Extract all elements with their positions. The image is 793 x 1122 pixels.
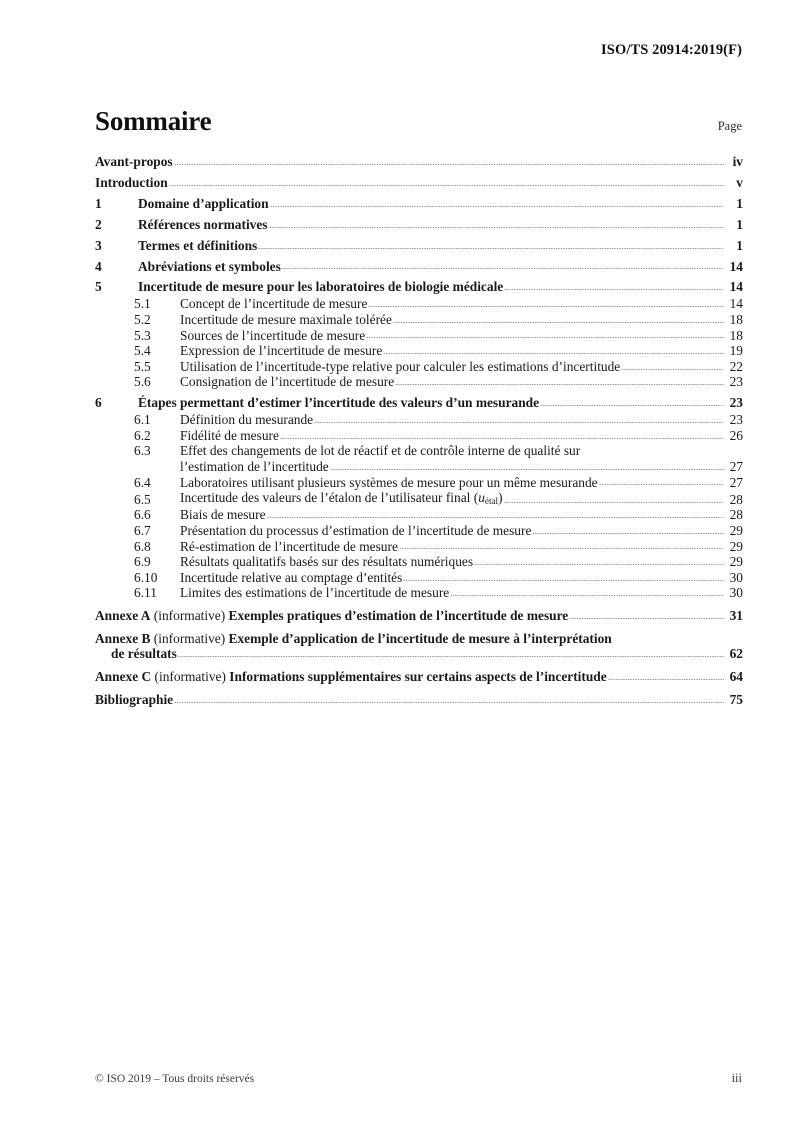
toc-number: 1 [95, 195, 102, 211]
toc-entry-clause-4[interactable] [95, 260, 743, 273]
annexe-label: Annexe B [95, 630, 151, 646]
dot-leader [540, 396, 724, 409]
toc-page: 62 [729, 646, 743, 662]
toc-entry-clause-6[interactable] [95, 396, 743, 409]
toc-label: Laboratoires utilisant plusieurs systèmes de mesure pour un même mesurande [180, 474, 598, 490]
dot-leader [504, 493, 724, 506]
toc-page: v [736, 174, 743, 190]
dot-leader [395, 375, 724, 388]
toc-entry-clause-6-10[interactable] [95, 571, 743, 584]
toc-entry-clause-6-9[interactable] [95, 555, 743, 568]
toc-entry-clause-6-2[interactable] [95, 429, 743, 442]
toc-label: Sources de l’incertitude de mesure [180, 327, 366, 343]
toc-entry-clause-5-1[interactable] [95, 297, 743, 310]
dot-leader [174, 155, 724, 168]
annexe-status: (informative) [153, 630, 226, 646]
toc-page: 18 [729, 327, 743, 343]
toc-number: 6.4 [134, 474, 151, 490]
document-reference-header: ISO/TS 20914:2019(F) [601, 42, 742, 58]
dot-leader [474, 555, 724, 568]
annexe-label: Annexe C [95, 669, 152, 685]
dot-leader [267, 508, 724, 521]
toc-label-text: Incertitude des valeurs de l’étalon de l’utilisateur final ( [180, 490, 479, 506]
table-of-contents [95, 155, 743, 716]
toc-number: 6.1 [134, 412, 151, 428]
toc-page: 28 [729, 507, 743, 523]
toc-number: 6.10 [134, 569, 158, 585]
toc-label: Utilisation de l’incertitude-type relative pour calculer les estimations d’incertitude [180, 358, 621, 374]
toc-label: Étapes permettant d’estimer l’incertitude des valeurs d’un mesurande [138, 395, 540, 411]
annexe-status: (informative) [154, 669, 226, 685]
toc-entry-clause-3[interactable] [95, 239, 743, 252]
dot-leader [174, 693, 724, 706]
toc-page: 14 [729, 279, 743, 295]
toc-page: 23 [729, 412, 743, 428]
toc-page: 23 [729, 395, 743, 411]
dot-leader [269, 218, 724, 231]
toc-entry-clause-6-6[interactable] [95, 508, 743, 521]
toc-label: Incertitude relative au comptage d’entités [180, 569, 403, 585]
toc-page: 1 [736, 216, 743, 232]
toc-entry-clause-6-5[interactable] [95, 491, 743, 506]
annexe-title-line-2: de résultats [111, 646, 177, 662]
toc-number: 5 [95, 279, 102, 295]
dot-leader [368, 297, 724, 310]
dot-leader [314, 413, 724, 426]
toc-entry-clause-6-1[interactable] [95, 413, 743, 426]
toc-number: 4 [95, 258, 102, 274]
toc-entry-clause-2[interactable] [95, 218, 743, 231]
dot-leader [599, 476, 724, 489]
dot-leader [383, 344, 724, 357]
toc-label: Avant-propos [95, 154, 173, 169]
toc-entry-introduction[interactable] [95, 176, 743, 189]
toc-entry-annexe-c[interactable] [95, 670, 743, 683]
toc-page: 14 [729, 258, 743, 274]
toc-label-close-paren: ) [498, 490, 503, 506]
toc-number: 6.8 [134, 538, 151, 554]
toc-number: 2 [95, 216, 102, 232]
dot-leader [450, 586, 724, 599]
toc-number: 3 [95, 237, 102, 253]
toc-entry-clause-5-5[interactable] [95, 360, 743, 373]
toc-number: 6.2 [134, 427, 151, 443]
toc-label: Biais de mesure [180, 507, 266, 523]
toc-page: iv [732, 154, 743, 169]
toc-page: 29 [729, 522, 743, 538]
toc-page: 14 [729, 296, 743, 312]
toc-label: Consignation de l’incertitude de mesure [180, 374, 395, 390]
toc-page: 29 [729, 538, 743, 554]
toc-page: 30 [729, 569, 743, 585]
toc-label: Fidélité de mesure [180, 427, 279, 443]
toc-number: 5.3 [134, 327, 151, 343]
toc-page: 30 [729, 585, 743, 601]
page-column-header: Page [717, 119, 742, 133]
toc-number: 5.4 [134, 343, 151, 359]
symbol-subscript: étal [484, 496, 499, 507]
toc-label: Incertitude de mesure pour les laboratoires de biologie médicale [138, 279, 504, 295]
dot-leader [532, 524, 724, 537]
dot-leader [504, 280, 724, 293]
toc-label [180, 491, 503, 506]
dot-leader [399, 540, 724, 553]
dot-leader [270, 197, 724, 210]
toc-label: Références normatives [138, 216, 268, 232]
toc-label: Expression de l’incertitude de mesure [180, 343, 383, 359]
toc-entry-clause-6-11[interactable] [95, 586, 743, 599]
toc-label: Domaine d’application [138, 195, 269, 211]
toc-entry-bibliographie[interactable] [95, 693, 743, 706]
dot-leader [280, 429, 724, 442]
dot-leader [366, 329, 724, 342]
dot-leader [258, 239, 724, 252]
page-title: Sommaire [95, 106, 212, 136]
toc-number: 5.1 [134, 296, 151, 312]
toc-page: 28 [729, 491, 743, 507]
toc-entry-clause-1[interactable] [95, 197, 743, 210]
toc-label: Concept de l’incertitude de mesure [180, 296, 368, 312]
toc-number: 6.6 [134, 507, 151, 523]
toc-number: 6.3 [134, 443, 151, 459]
toc-title-row [95, 106, 742, 137]
annexe-title: Informations supplémentaires sur certains aspects de l’incertitude [229, 669, 607, 685]
toc-label: Termes et définitions [138, 237, 258, 253]
toc-label: Définition du mesurande [180, 412, 314, 428]
toc-entry-annexe-a[interactable] [95, 609, 743, 622]
toc-label-line-2: l’estimation de l’incertitude [180, 458, 329, 474]
toc-page: 64 [729, 669, 743, 685]
footer-page-number: iii [731, 1071, 742, 1085]
toc-number: 6 [95, 395, 102, 411]
toc-page: 18 [729, 311, 743, 327]
toc-label: Résultats qualitatifs basés sur des résultats numériques [180, 554, 474, 570]
copyright-notice: © ISO 2019 – Tous droits réservés [95, 1073, 255, 1085]
toc-number: 5.5 [134, 358, 151, 374]
toc-entry-clause-5-6[interactable] [95, 375, 743, 388]
toc-label: Abréviations et symboles [138, 258, 281, 274]
toc-entry-clause-5[interactable] [95, 280, 743, 293]
annexe-status: (informative) [153, 607, 226, 623]
toc-label: Ré-estimation de l’incertitude de mesure [180, 538, 398, 554]
toc-entry-clause-6-8[interactable] [95, 540, 743, 553]
dot-leader [403, 571, 724, 584]
annexe-title-line-1: Exemple d’application de l’incertitude de mesure à l’interprétation [228, 630, 612, 646]
toc-entry-avant-propos[interactable] [95, 155, 743, 168]
toc-entry-clause-5-3[interactable] [95, 329, 743, 342]
toc-label: Incertitude de mesure maximale tolérée [180, 311, 392, 327]
toc-page: 26 [729, 427, 743, 443]
dot-leader [621, 360, 724, 373]
toc-label-line-1: Effet des changements de lot de réactif et de contrôle interne de qualité sur [180, 443, 581, 459]
symbol-u: u [478, 490, 485, 506]
toc-page: 27 [729, 474, 743, 490]
toc-entry-clause-6-3[interactable] [95, 444, 743, 473]
dot-leader [330, 460, 724, 473]
toc-page: 1 [736, 237, 743, 253]
dot-leader [393, 313, 724, 326]
page-footer [95, 1071, 742, 1086]
dot-leader [569, 609, 724, 622]
toc-entry-clause-6-7[interactable] [95, 524, 743, 537]
toc-label: Présentation du processus d’estimation de l’incertitude de mesure [180, 522, 532, 538]
annexe-label: Annexe A [95, 607, 151, 623]
annexe-title: Exemples pratiques d’estimation de l’incertitude de mesure [228, 607, 569, 623]
toc-page: 1 [736, 195, 743, 211]
toc-page: 27 [729, 458, 743, 474]
toc-page: 31 [729, 607, 743, 623]
toc-page: 23 [729, 374, 743, 390]
toc-entry-annexe-b[interactable] [95, 632, 743, 661]
toc-number: 6.11 [134, 585, 157, 601]
dot-leader [178, 647, 724, 660]
toc-number: 6.5 [134, 491, 151, 507]
toc-number: 6.7 [134, 522, 151, 538]
toc-entry-clause-5-4[interactable] [95, 344, 743, 357]
toc-page: 75 [729, 692, 743, 708]
dot-leader [282, 260, 724, 273]
dot-leader [608, 670, 724, 683]
toc-entry-clause-6-4[interactable] [95, 476, 743, 489]
toc-number: 5.6 [134, 374, 151, 390]
toc-entry-clause-5-2[interactable] [95, 313, 743, 326]
toc-number: 5.2 [134, 311, 151, 327]
toc-page: 29 [729, 554, 743, 570]
toc-number: 6.9 [134, 554, 151, 570]
toc-label: Introduction [95, 174, 168, 190]
toc-page: 22 [729, 358, 743, 374]
toc-label: Limites des estimations de l’incertitude de mesure [180, 585, 450, 601]
toc-label: Bibliographie [95, 692, 174, 708]
dot-leader [169, 176, 724, 189]
toc-page: 19 [729, 343, 743, 359]
